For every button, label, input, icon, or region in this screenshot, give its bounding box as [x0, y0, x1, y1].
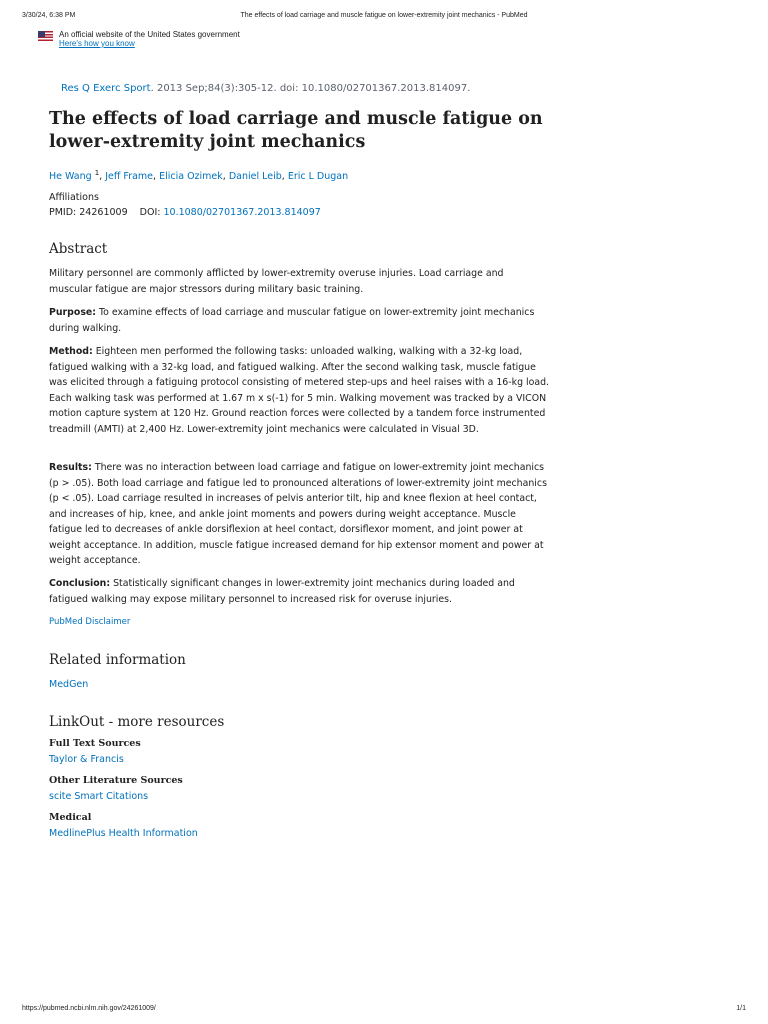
linkout-link[interactable]: Taylor & Francis	[49, 754, 124, 765]
gov-banner-text: An official website of the United States government	[59, 30, 240, 39]
doi-label: DOI:	[139, 207, 161, 218]
abstract-conclusion	[49, 576, 549, 607]
author-link[interactable]: He Wang	[49, 171, 92, 182]
print-page-title: The effects of load carriage and muscle fatigue on lower-extremity joint mechanics - PubMed	[240, 12, 528, 19]
abstract-purpose	[49, 305, 549, 336]
citation-details: 2013 Sep;84(3):305-12. doi: 10.1080/02701367.2013.814097.	[156, 83, 471, 94]
print-url: https://pubmed.ncbi.nlm.nih.gov/24261009/	[22, 1005, 156, 1012]
journal-link[interactable]: Res Q Exerc Sport	[61, 83, 151, 94]
linkout-group-heading: Other Literature Sources	[49, 775, 183, 786]
section-label: Method:	[49, 346, 93, 357]
print-page-number: 1/1	[736, 1005, 746, 1012]
section-text: There was no interaction between load carriage and fatigue on lower-extremity joint mechanics (p > .05). Both load carriage and fatigue led to pronounced alterations of lower-extremity joint mechanics (p < .05). Load carriage resulted in increases of pelvis anterior tilt, hip and knee flexion at heel contact, and increases of hip, knee, and ankle joint moments and powers during weight acceptance. Muscle fatigue led to decreases of ankle dorsiflexion at heel contact, dorsiflexor moment, and joint power at weight acceptance. In addition, muscle fatigue increased demand for hip extensor moment and power at weight acceptance.	[49, 462, 547, 566]
author-link[interactable]: Elicia Ozimek	[159, 171, 223, 182]
us-flag-icon	[38, 31, 53, 41]
section-text: Statistically significant changes in lower-extremity joint mechanics during loaded and fatigued walking may expose military personnel to increased risk for overuse injuries.	[49, 578, 515, 605]
author-link[interactable]: Eric L Dugan	[287, 171, 349, 182]
print-datetime: 3/30/24, 6:38 PM	[22, 12, 76, 19]
article-title: The effects of load carriage and muscle fatigue on lower-extremity joint mechanics	[49, 109, 543, 152]
abstract-heading: Abstract	[49, 241, 108, 257]
section-text: Eighteen men performed the following tasks: unloaded walking, walking with a 32-kg load, fatigued walking with a 32-kg load, and fatigued walking. After the second walking task, muscle fatigue was elicited through a fatiguing protocol consisting of metered step-ups and heel raises with a 16-kg load. Each walking task was performed at 1.67 m x s(-1) for 5 min. Walking movement was tracked by a VICON motion capture system at 120 Hz. Ground reaction forces were collected by a tandem force instrumented treadmill (AMTI) at 2,400 Hz. Lower-extremity joint mechanics were calculated in Visual 3D.	[49, 346, 550, 435]
gov-banner-link[interactable]: Here's how you know	[59, 39, 135, 48]
section-label: Conclusion:	[49, 578, 111, 589]
affiliations-toggle[interactable]: Affiliations	[49, 192, 99, 203]
abstract-results	[49, 460, 549, 569]
section-label: Purpose:	[49, 307, 97, 318]
gov-banner	[38, 30, 240, 48]
linkout-link[interactable]: MedlinePlus Health Information	[49, 828, 198, 839]
linkout-heading: LinkOut - more resources	[49, 714, 225, 730]
pubmed-disclaimer-link[interactable]: PubMed Disclaimer	[49, 617, 131, 627]
author-list: He Wang $^1$, Jeff Frame, Elicia Ozimek, Daniel Leib, Eric L Dugan	[49, 169, 349, 182]
section-text: To examine effects of load carriage and muscular fatigue on lower-extremity joint mechanics during walking.	[49, 307, 535, 334]
linkout-group-heading: Medical	[49, 812, 92, 823]
pmid: PMID: 24261009	[49, 207, 128, 218]
author-link[interactable]: Jeff Frame	[105, 171, 154, 182]
citation: Res Q Exerc Sport. 2013 Sep;84(3):305-12. doi: 10.1080/02701367.2013.814097.	[61, 83, 471, 94]
affiliation-marker[interactable]: 1	[94, 169, 100, 177]
section-label: Results:	[49, 462, 92, 473]
medgen-link[interactable]: MedGen	[49, 679, 89, 690]
linkout-link[interactable]: scite Smart Citations	[49, 791, 149, 802]
author-link[interactable]: Daniel Leib	[228, 171, 282, 182]
doi-link[interactable]: 10.1080/02701367.2013.814097	[163, 207, 321, 218]
article-ids	[49, 207, 321, 218]
linkout-group-heading: Full Text Sources	[49, 738, 141, 749]
related-information-heading: Related information	[49, 652, 186, 668]
abstract-method	[49, 344, 549, 437]
abstract-intro: Military personnel are commonly afflicted by lower-extremity overuse injuries. Load carriage and muscular fatigue are major stressors during military basic training.	[49, 268, 504, 295]
